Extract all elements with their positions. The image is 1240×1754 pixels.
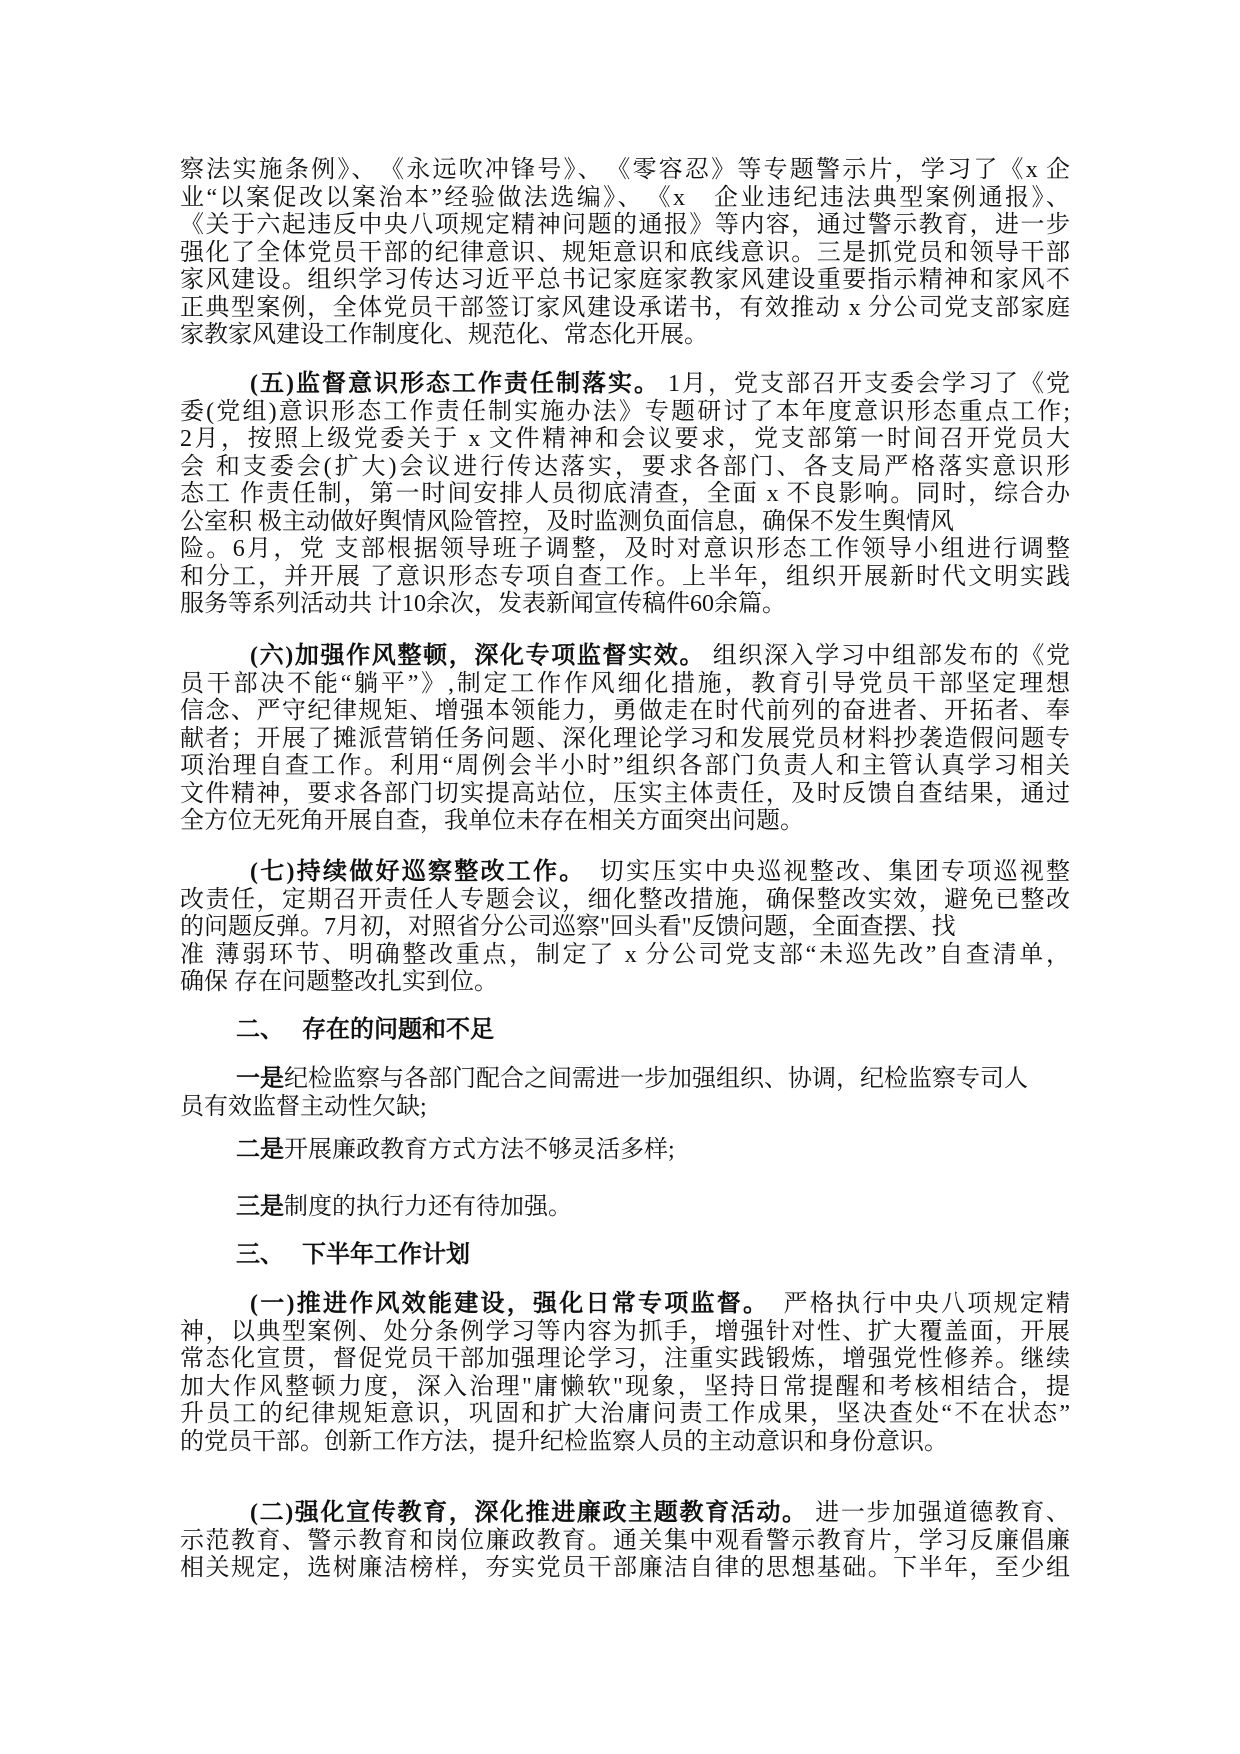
text-run: 纪检监察与各部门配合之间需进一步加强组织、协调，纪检监察专司人 <box>284 1066 1028 1092</box>
paragraph-ideology-responsibility <box>180 371 1070 619</box>
text-line: 加大作风整顿力度，深入治理"庸懒软"现象，坚持日常提醒和考核相结合，提 <box>180 1373 1070 1400</box>
text-line: 会 和支委会(扩大)会议进行传达落实，要求各部门、各支局严格落实意识形 <box>180 453 1070 480</box>
plan-item-2 <box>180 1500 1070 1583</box>
text-line: 确保 存在问题整改扎实到位。 <box>180 969 498 995</box>
text-line: 升员工的纪律规矩意识，巩固和扩大治庸问责工作成果，坚决查处“不在状态” <box>180 1401 1070 1427</box>
text-line <box>180 859 1070 887</box>
section-heading-problems <box>236 1017 494 1045</box>
paragraph-lead: (六)加强作风整顿，深化专项监督实效。 <box>250 643 706 669</box>
paragraph-lead: (七)持续做好巡察整改工作。 <box>250 859 574 885</box>
section-number: 二、 <box>236 1017 284 1043</box>
text-line: 强化了全体党员干部的纪律意识、规矩意识和底线意识。三是抓党员和领导干部 <box>180 239 1070 266</box>
text-line: 察法实施条例》、 《永远吹冲锋号》、 《零容忍》等专题警示片，学习了《x 企 <box>180 157 1070 183</box>
section-number: 三、 <box>236 1242 284 1268</box>
text-line: 委(党组)意识形态工作责任制实施办法》专题研讨了本年度意识形态重点工作; <box>180 398 1070 425</box>
text-run: 切实压实中央巡视整改、集团专项巡视整 <box>573 859 1071 885</box>
text-line: 的党员干部。创新工作方法，提升纪检监察人员的主动意识和身份意识。 <box>180 1428 948 1455</box>
text-line: 2月，按照上级党委关于 x 文件精神和会议要求，党支部第一时间召开党员大 <box>180 426 1070 452</box>
text-run: 开展廉政教育方式方法不够灵活多样; <box>284 1137 675 1163</box>
text-line <box>180 643 1070 671</box>
problem-item-2 <box>180 1137 1070 1165</box>
plan-item-1 <box>180 1291 1070 1456</box>
text-line: 献者；开展了摊派营销任务问题、深化理论学习和发展党员材料抄袭造假问题专 <box>180 725 1070 752</box>
section-title: 存在的问题和不足 <box>302 1017 494 1043</box>
text-line: 业“以案促改以案治本”经验做法选编》、 《x 企业违纪违法典型案例通报》、 <box>180 184 1070 211</box>
section-heading-plan <box>236 1242 470 1270</box>
paragraph-inspection-rectification <box>180 859 1070 997</box>
item-lead: 三是 <box>236 1194 284 1220</box>
text-line <box>180 1500 1070 1528</box>
text-line: 改责任，定期召开责任人专题会议，细化整改措施，确保整改实效，避免已整改 <box>180 886 1070 913</box>
text-line: 的问题反弹。7月初，对照省分公司巡察"回头看"反馈问题，全面查摆、找 <box>180 914 956 940</box>
text-line: 示范教育、警示教育和岗位廉政教育。通关集中观看警示教育片，学习反廉倡廉 <box>180 1527 1070 1554</box>
text-line: 公室积 极主动做好舆情风险管控，及时监测负面信息，确保不发生舆情风 <box>180 508 954 535</box>
paragraph-lead: (一)推进作风效能建设，强化日常专项监督。 <box>250 1291 758 1317</box>
text-line: 文件精神，要求各部门切实提高站位，压实主体责任，及时反馈自查结果，通过 <box>180 780 1070 807</box>
text-run: 组织深入学习中组部发布的《党 <box>705 643 1071 669</box>
text-line: 准 薄弱环节、明确整改重点，制定了 x 分公司党支部“未巡先改”自查清单， <box>180 941 1070 968</box>
paragraph-lead: (五)监督意识形态工作责任制落实。 <box>250 371 660 397</box>
text-line: 《关于六起违反中央八项规定精神问题的通报》等内容，通过警示教育，进一步 <box>180 212 1070 238</box>
paragraph-lead: (二)强化宣传教育，深化推进廉政主题教育活动。 <box>250 1500 808 1526</box>
text-line: 家教家风建设工作制度化、规范化、常态化开展。 <box>180 322 708 348</box>
problem-item-3 <box>180 1194 1070 1222</box>
text-line: 员有效监督主动性欠缺; <box>180 1093 427 1120</box>
text-line <box>180 371 1070 399</box>
problem-item-1 <box>180 1066 1070 1121</box>
text-line: 态工 作责任制，第一时间安排人员彻底清查，全面 x 不良影响。同时，综合办 <box>180 481 1070 507</box>
text-line: 和分工，并开展 了意识形态专项自查工作。上半年，组织开展新时代文明实践 <box>180 563 1070 590</box>
text-line: 神，以典型案例、处分条例学习等内容为抓手，增强针对性、扩大覆盖面，开展 <box>180 1318 1070 1345</box>
text-line: 险。6月，党 支部根据领导班子调整，及时对意识形态工作领导小组进行调整 <box>180 536 1070 562</box>
item-lead: 一是 <box>236 1066 284 1092</box>
text-line: 员干部决不能“躺平”》,制定工作作风细化措施，教育引导党员干部坚定理想 <box>180 670 1070 697</box>
text-line: 全方位无死角开展自查，我单位未存在相关方面突出问题。 <box>180 808 804 834</box>
text-line <box>180 1137 1070 1165</box>
text-line: 家风建设。组织学习传达习近平总书记家庭家教家风建设重要指示精神和家风不 <box>180 267 1070 293</box>
text-line: 信念、严守纪律规矩、增强本领能力，勇做走在时代前列的奋进者、开拓者、奉 <box>180 698 1070 724</box>
text-run: 严格执行中央八项规定精 <box>757 1291 1071 1317</box>
text-run: 进一步加强道德教育、 <box>807 1500 1071 1526</box>
text-line <box>180 1291 1070 1319</box>
text-line <box>180 1066 1070 1094</box>
text-line: 相关规定，选树廉洁榜样，夯实党员干部廉洁自律的思想基础。下半年，至少组 <box>180 1555 1070 1581</box>
paragraph-warning-education <box>180 157 1070 350</box>
text-line: 正典型案例，全体党员干部签订家风建设承诺书，有效推动 x 分公司党支部家庭 <box>180 294 1070 321</box>
text-line: 服务等系列活动共 计10余次，发表新闻宣传稿件60余篇。 <box>180 591 786 617</box>
text-line <box>180 1194 1070 1222</box>
text-run: 制度的执行力还有待加强。 <box>284 1194 572 1220</box>
section-title: 下半年工作计划 <box>302 1242 470 1268</box>
text-line: 常态化宣贯，督促党员干部加强理论学习，注重实践锻炼，增强党性修养。继续 <box>180 1346 1070 1372</box>
text-run: 1月，党支部召开支委会学习了《党 <box>660 371 1071 397</box>
item-lead: 二是 <box>236 1137 284 1163</box>
text-line: 项治理自查工作。利用“周例会半小时”组织各部门负责人和主管认真学习相关 <box>180 753 1070 779</box>
paragraph-work-style <box>180 643 1070 836</box>
